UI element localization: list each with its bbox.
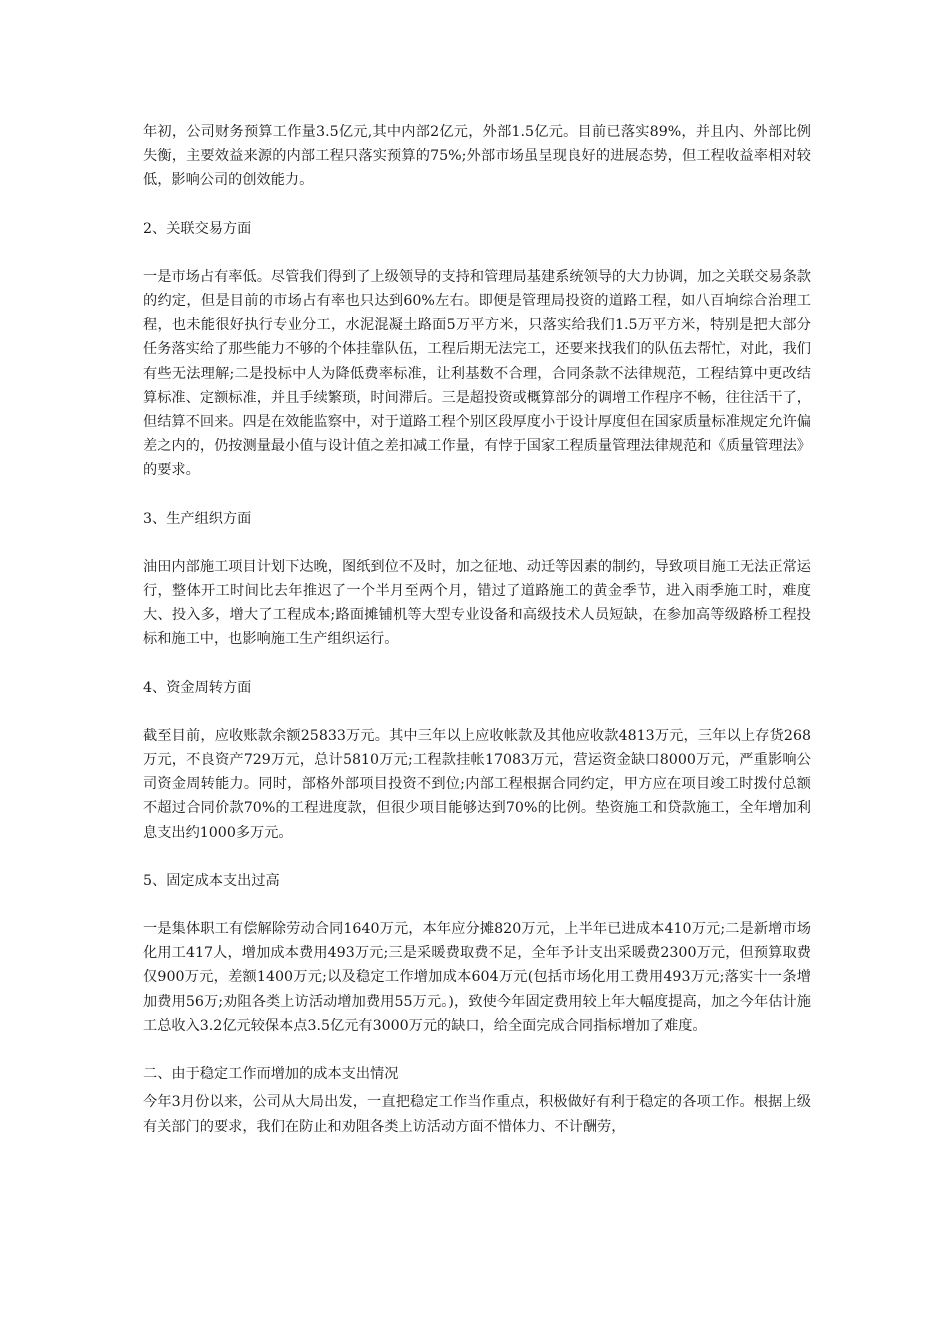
paragraph-related-transactions: 一是市场占有率低。尽管我们得到了上级领导的支持和管理局基建系统领导的大力协调，加之关联交易条款的约定，但是目前的市场占有率也只达到60%左右。即便是管理局投资的道路工程，如八百垧综合治理工程，也未能很好执行专业分工，水泥混凝土路面5万平方米，只落实给我们1.5万平方米，特别是把大部分任务落实给了那些能力不够的个体挂靠队伍，工程后期无法完工，还要来找我们的队伍去帮忙，对此，我们有些无法理解;二是投标中人为降低费率标准，让利基数不合理，合同条款不法律规范，工程结算中更改结算标准、定额标准，并且手续繁琐，时间滞后。三是超投资或概算部分的调增工作程序不畅，往往活干了，但结算不回来。四是在效能监察中，对于道路工程个别区段厚度小于设计厚度但在国家质量标准规定允许偏差之内的，仍按测量最小值与设计值之差扣减工作量，有悖于国家工程质量管理法律规范和《质量管理法》的要求。 bbox=[143, 268, 811, 479]
heading-related-transactions: 2、关联交易方面 bbox=[143, 220, 252, 237]
paragraph-budget: 年初，公司财务预算工作量3.5亿元,其中内部2亿元，外部1.5亿元。目前已落实89%，并且内、外部比例失衡，主要效益来源的内部工程只落实预算的75%;外部市场虽呈现良好的进展态势，但工程收益率相对较低，影响公司的创效能力。 bbox=[143, 124, 811, 189]
paragraph-capital-turnover: 截至目前，应收账款余额25833万元。其中三年以上应收帐款及其他应收款4813万元，三年以上存货268万元，不良资产729万元，总计5810万元;工程款挂帐17083万元，营运资金缺口8000万元，严重影响公司资金周转能力。同时，部格外部项目投资不到位;内部工程根据合同约定，甲方应在项目竣工时拨付总额不超过合同价款70%的工程进度款，但很少项目能够达到70%的比例。垫资施工和贷款施工，全年增加利息支出约1000多万元。 bbox=[143, 727, 811, 841]
paragraph-production-organization: 油田内部施工项目计划下达晚，图纸到位不及时，加之征地、动迁等因素的制约，导致项目施工无法正常运行，整体开工时间比去年推迟了一个半月至两个月，错过了道路施工的黄金季节，进入雨季施工时，难度大、投入多，增大了工程成本;路面摊铺机等大型专业设备和高级技术人员短缺，在参加高等级路桥工程投标和施工中，也影响施工生产组织运行。 bbox=[143, 558, 811, 648]
paragraph-stability-costs: 今年3月份以来，公司从大局出发，一直把稳定工作当作重点，积极做好有利于稳定的各项工作。根据上级有关部门的要求，我们在防止和劝阻各类上访活动方面不惜体力、不计酬劳， bbox=[143, 1094, 811, 1135]
heading-capital-turnover: 4、资金周转方面 bbox=[143, 679, 252, 696]
document-page bbox=[143, 120, 811, 1139]
paragraph-fixed-costs: 一是集体职工有偿解除劳动合同1640万元，本年应分摊820万元，上半年已进成本410万元;二是新增市场化用工417人，增加成本费用493万元;三是采暖费取费不足，全年予计支出采暖费2300万元，但预算取费仅900万元，差额1400万元;以及稳定工作增加成本604万元(包括市场化用工费用493万元;落实十一条增加费用56万;劝阻各类上访活动增加费用55万元。)，致使今年固定费用较上年大幅度提高，加之今年估计施工总收入3.2亿元较保本点3.5亿元有3000万元的缺口，给全面完成合同指标增加了难度。 bbox=[143, 921, 811, 1034]
heading-stability-costs: 二、由于稳定工作而增加的成本支出情况 bbox=[143, 1066, 399, 1083]
heading-production-organization: 3、生产组织方面 bbox=[143, 510, 252, 527]
heading-fixed-costs: 5、固定成本支出过高 bbox=[143, 872, 280, 889]
